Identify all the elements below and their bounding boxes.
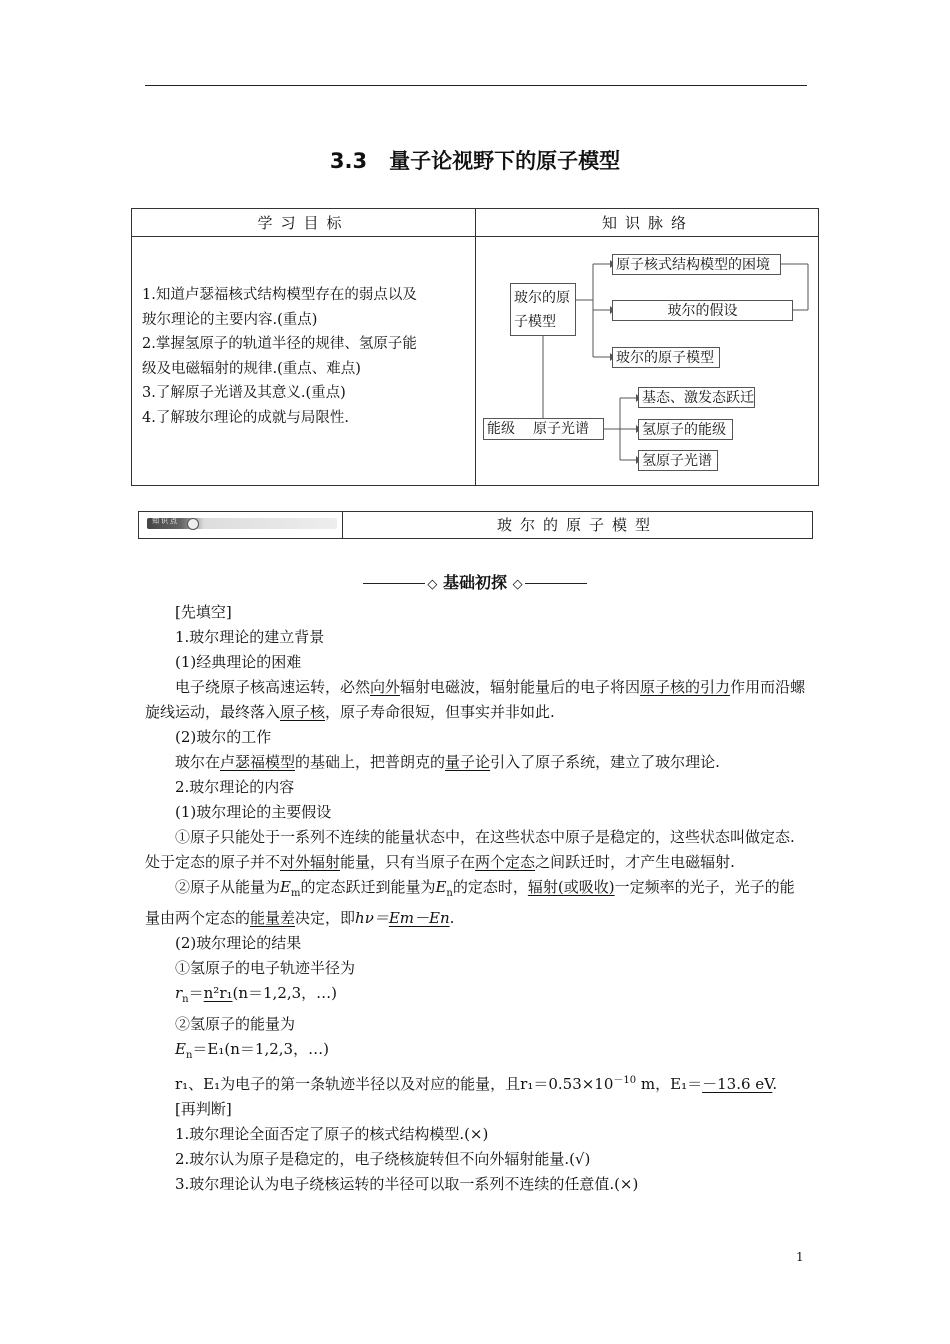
text: 引入了原子系统，建立了玻尔理论. xyxy=(490,753,720,771)
text: . xyxy=(772,1075,778,1093)
subscript: n xyxy=(182,994,189,1005)
text: 的定态时， xyxy=(452,878,528,896)
diagram-root-node xyxy=(510,283,576,336)
answer-blank: n²r₁ xyxy=(203,984,233,1002)
answer-blank: 卢瑟福模型 xyxy=(220,753,296,771)
diagram-branch-model: 玻尔的原子模型 xyxy=(612,347,720,368)
heading-background: 1.玻尔理论的建立背景 xyxy=(175,628,325,646)
answer-blank: 原子核的引力 xyxy=(640,678,731,696)
paragraph-constants xyxy=(145,1068,807,1097)
section-heading-text: 基础初探 xyxy=(442,573,507,592)
symbol: E xyxy=(280,878,291,896)
text: ①原子只能处于一系列不连续的能量状态中，在这些状态中原子是稳定的，这些状态叫做定态.处于定态的原子并不 xyxy=(145,828,795,871)
subheading-bohr-work: (2)玻尔的工作 xyxy=(175,728,272,746)
goal-line: 1.知道卢瑟福核式结构模型存在的弱点以及 xyxy=(142,287,417,303)
paragraph-hypothesis-2 xyxy=(145,875,807,931)
answer-blank: 向外 xyxy=(370,678,401,696)
text: 之间跃迁时，才产生电磁辐射. xyxy=(535,853,735,871)
goal-line: 2.掌握氢原子的轨道半径的规律、氢原子能 xyxy=(142,336,417,352)
superscript: －10 xyxy=(613,1075,637,1086)
text: (n＝1,2,3，…) xyxy=(232,984,338,1002)
heading-content: 2.玻尔理论的内容 xyxy=(175,778,295,796)
subheading-hypotheses: (1)玻尔理论的主要假设 xyxy=(175,803,332,821)
subheading-results: (2)玻尔理论的结果 xyxy=(175,934,302,952)
text: m， xyxy=(636,1075,671,1093)
bottom-left-label: 能级 xyxy=(487,421,515,437)
answer-blank xyxy=(389,909,450,927)
judge-tag: [再判断] xyxy=(175,1100,232,1118)
text: E₁＝ xyxy=(670,1075,703,1093)
answer-blank: －13.6 eV xyxy=(702,1075,773,1093)
section-number: 3.3 xyxy=(329,149,368,173)
diagram-leaf-levels: 氢原子的能级 xyxy=(638,419,733,440)
goal-line: 玻尔理论的主要内容.(重点) xyxy=(142,311,318,328)
judge-item: 3.玻尔理论认为电子绕核运转的半径可以取一系列不连续的任意值.(×) xyxy=(175,1175,639,1193)
section-title: 量子论视野下的原子模型 xyxy=(389,149,621,173)
text: 能量，只有当原子在 xyxy=(340,853,476,871)
text: E₁ xyxy=(207,1040,225,1058)
text: 辐射电磁波，辐射能量后的电子将因 xyxy=(400,678,641,696)
subscript: n xyxy=(446,888,453,899)
formula: Em－En xyxy=(388,909,450,927)
content-body xyxy=(145,600,807,1197)
symbol: E xyxy=(175,1040,186,1058)
heading-rule-right xyxy=(525,583,587,584)
text: ＝ xyxy=(188,984,204,1002)
subscript: n xyxy=(185,1050,193,1061)
heading-rule-left xyxy=(363,583,425,584)
subheading-classical: (1)经典理论的困难 xyxy=(175,653,302,671)
formula: hν＝ xyxy=(355,909,389,927)
answer-blank: 对外辐射 xyxy=(280,853,341,871)
diamond-icon: ◇ xyxy=(512,577,523,592)
text: r₁＝0.53×10 xyxy=(520,1075,614,1093)
text: . xyxy=(449,909,455,927)
text: ，原子寿命很短，但事实并非如此. xyxy=(325,703,555,721)
text: 决定，即 xyxy=(295,909,356,927)
judge-item: 2.玻尔认为原子是稳定的，电子绕核旋转但不向外辐射能量.(√) xyxy=(175,1150,591,1168)
knowledge-point-banner xyxy=(138,511,813,539)
subscript: m xyxy=(290,888,301,899)
symbol: r xyxy=(175,984,183,1002)
diamond-icon: ◇ xyxy=(427,577,438,592)
root-label-line2: 子模型 xyxy=(514,314,556,330)
answer-blank: 辐射(或吸收) xyxy=(527,878,615,896)
symbol: E xyxy=(435,878,447,896)
diagram-branch-dilemma: 原子核式结构模型的困境 xyxy=(612,254,781,275)
fill-blank-tag: [先填空] xyxy=(175,603,232,621)
goal-line: 级及电磁辐射的规律.(重点、难点) xyxy=(142,360,361,377)
text: ②原子从能量为 xyxy=(175,878,281,896)
text: 电子绕原子核高速运转，必然 xyxy=(175,678,371,696)
paragraph-hypothesis-1 xyxy=(145,825,807,875)
page-number: 1 xyxy=(796,1250,804,1264)
text: 的定态跃迁到能量为 xyxy=(300,878,436,896)
tag-circle-icon xyxy=(187,518,199,530)
paragraph-classical xyxy=(145,675,807,725)
paragraph-bohr-work xyxy=(145,750,807,775)
answer-blank: 能量差 xyxy=(250,909,296,927)
goal-line: 3.了解原子光谱及其意义.(重点) xyxy=(142,385,346,401)
radius-formula xyxy=(145,981,807,1012)
diagram-leaf-spectrum: 氢原子光谱 xyxy=(638,450,718,471)
energy-label: ②氢原子的能量为 xyxy=(175,1015,296,1033)
knowledge-point-tag xyxy=(147,518,337,529)
diagram-bottom-node xyxy=(483,418,604,440)
text: (n＝1,2,3，…) xyxy=(224,1040,329,1058)
text: 的基础上，把普朗克的 xyxy=(295,753,446,771)
header-learning-goals: 学习目标 xyxy=(257,214,350,232)
radius-label: ①氢原子的电子轨迹半径为 xyxy=(175,959,356,977)
answer-blank: 量子论 xyxy=(445,753,491,771)
text: 玻尔在 xyxy=(175,753,221,771)
text: 作用而沿螺旋线运动，最终落入 xyxy=(145,678,806,721)
banner-title: 玻尔的原子模型 xyxy=(496,516,658,534)
header-knowledge-map: 知识脉络 xyxy=(601,214,694,232)
bottom-right-label: 原子光谱 xyxy=(533,421,589,437)
goal-line: 4.了解玻尔理论的成就与局限性. xyxy=(142,409,349,426)
text: ＝ xyxy=(192,1040,208,1058)
answer-blank: 两个定态 xyxy=(475,853,536,871)
judge-item: 1.玻尔理论全面否定了原子的核式结构模型.(×) xyxy=(175,1125,489,1143)
knowledge-diagram-connectors xyxy=(0,0,950,520)
tag-label: 知识点 xyxy=(152,517,179,525)
section-heading xyxy=(0,570,950,593)
text: r₁、E₁为电子的第一条轨迹半径以及对应的能量，且 xyxy=(175,1075,521,1093)
answer-blank: 原子核 xyxy=(280,703,326,721)
text: 一定频率的光子，光子的能量由两个定态的 xyxy=(145,878,795,927)
diagram-leaf-transition: 基态、激发态跃迁 xyxy=(638,387,755,408)
energy-formula xyxy=(145,1037,807,1068)
diagram-branch-hypothesis: 玻尔的假设 xyxy=(612,300,793,321)
root-label-line1: 玻尔的原 xyxy=(514,290,570,306)
